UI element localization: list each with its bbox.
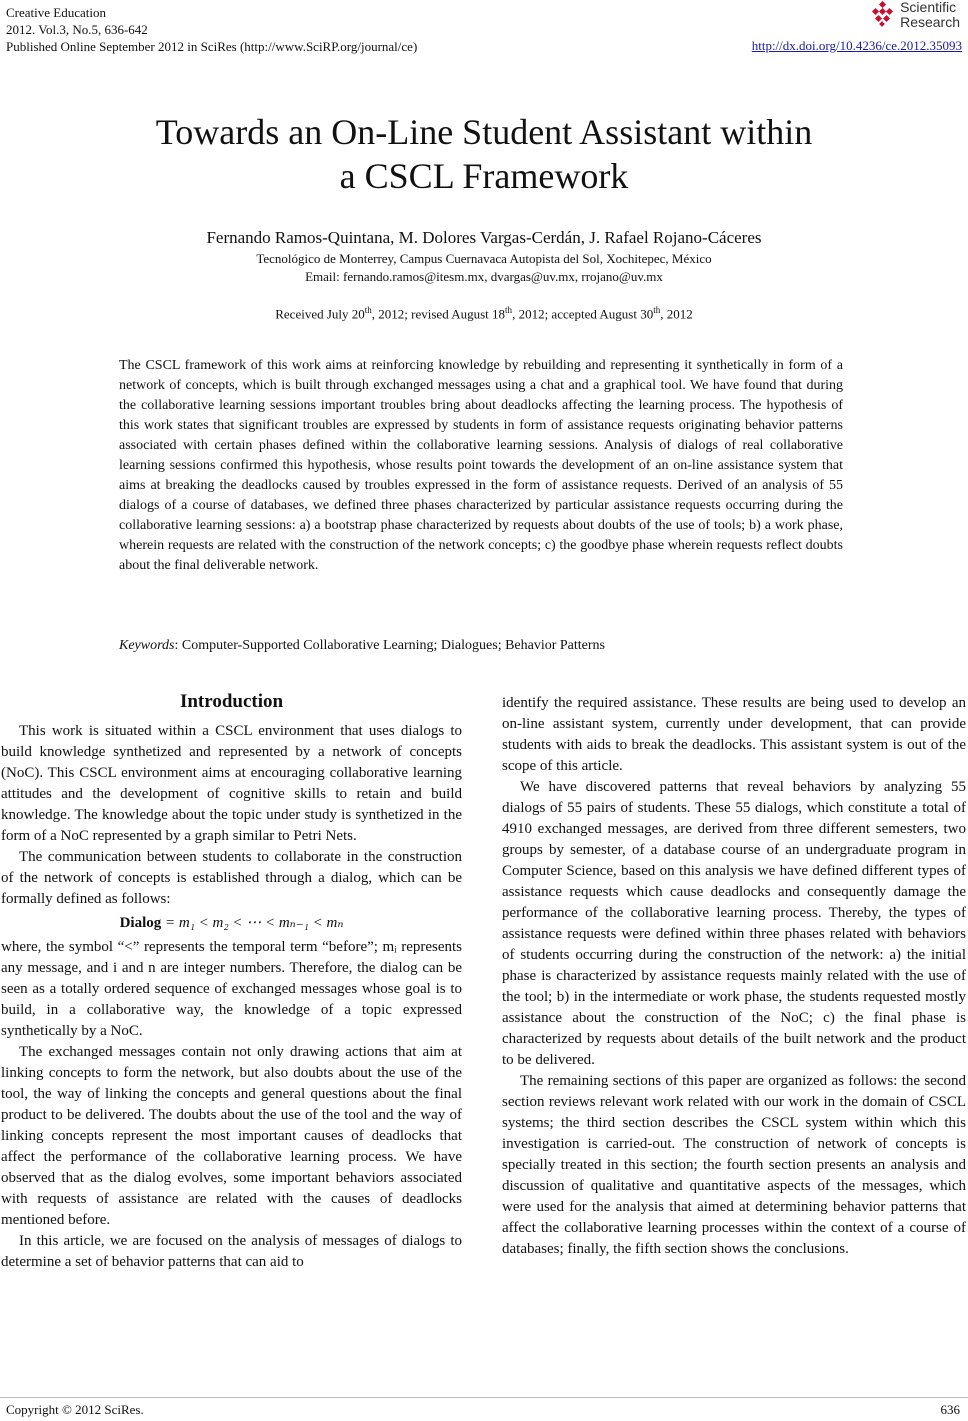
ordinal-suffix: th bbox=[505, 305, 513, 315]
ordinal-suffix: th bbox=[364, 305, 372, 315]
paragraph: The exchanged messages contain not only drawing actions that aim at linking concepts to form the network, but also doubts about the use of the tool, the way of linking the concepts and general questions about the final product to be delivered. The doubts about the use of the tool and the way of linking concepts represent the most important causes of deadlocks that affect the performance of the collaborative learning process. We have observed that as the dialog evolves, some important behaviors associated with requests of assistance are related with the causes of deadlocks mentioned before. bbox=[1, 1044, 462, 1228]
page-number: 636 bbox=[940, 1402, 960, 1417]
accepted-date: , 2012; accepted August 30 bbox=[512, 306, 654, 322]
title-line-2: a CSCL Framework bbox=[339, 156, 629, 196]
keywords bbox=[119, 638, 843, 654]
paragraph: This work is situated within a CSCL environment that uses dialogs to build knowledge synthetized and represented by a network of concepts (NoC). This CSCL environment aims at encouraging collaborative learning attitudes and the development of cognitive skills to retain and build knowledge. The knowledge about the topic under study is synthetized in the form of a NoC represented by a graph similar to Petri Nets. bbox=[1, 723, 462, 844]
publication-info: Published Online September 2012 in SciRes (http://www.SciRP.org/journal/ce) bbox=[6, 39, 418, 54]
affiliation-block bbox=[0, 250, 968, 286]
doi-link[interactable]: http://dx.doi.org/10.4236/ce.2012.35093 bbox=[751, 38, 962, 53]
authors: Fernando Ramos-Quintana, M. Dolores Vargas-Cerdán, J. Rafael Rojano-Cáceres bbox=[206, 228, 762, 247]
year: , 2012 bbox=[660, 306, 693, 322]
section-heading-introduction: Introduction bbox=[179, 691, 284, 712]
logo-line-2: Research bbox=[900, 14, 960, 30]
paragraph: In this article, we are focused on the analysis of messages of dialogs to determine a set of behavior patterns that can aid to bbox=[1, 1233, 462, 1270]
keywords-list: : Computer-Supported Collaborative Learning; Dialogues; Behavior Patterns bbox=[174, 638, 605, 653]
dialog-formula bbox=[1, 913, 462, 934]
revised-date: , 2012; revised August 18 bbox=[371, 306, 506, 322]
logo-line-1: Scientific bbox=[900, 0, 957, 15]
ordinal-suffix: th bbox=[653, 305, 661, 315]
keywords-label: Keywords bbox=[119, 638, 175, 653]
publisher-logo-icon bbox=[868, 1, 896, 29]
affiliation: Tecnológico de Monterrey, Campus Cuernavaca Autopista del Sol, Xochitepec, México bbox=[256, 251, 712, 266]
abstract: The CSCL framework of this work aims at reinforcing knowledge by rebuilding and representing it synthetically in form of a network of concepts, which is built through exchanged messages using a chat and a graphical tool. We have found that during the collaborative learning sessions important troubles bring about deadlocks affecting the learning process. The hypothesis of this work states that significant troubles are expressed by students in form of assistance requests originating behavior patterns associated with certain phases defined within the collaborative learning sessions. Analysis of dialogs of real collaborative learning sessions confirmed this hypothesis, whose results point towards the development of an on-line assistance system that aims at breaking the deadlocks caused by troubles expressed in the form of assistance requests. Derived of an analysis of 55 dialogs of a course of databases, we defined three phases characterized by particular assistance requests occurring during the collaborative learning sessions: a) a bootstrap phase characterized by requests about doubts of the use of tools; b) a work phase, wherein requests are related with the construction of the network concepts; c) the goodbye phase wherein requests reflect doubts about the final deliverable network. bbox=[119, 358, 843, 573]
paragraph: The remaining sections of this paper are organized as follows: the second section reviews relevant work related with our work in the domain of CSCL systems; the third section describes the CSCL system within which this investigation is carried-out. The construction of network of concepts is specially treated in this section; the fourth section presents an analysis and discussion of qualitative and quantitative aspects of the messages, which were used for the analysis that aimed at determining behavior patterns that affect the collaborative learning processes within the context of a course of databases; finally, the fifth section shows the conclusions. bbox=[502, 1073, 966, 1257]
footer-divider bbox=[0, 1397, 968, 1398]
journal-name: Creative Education bbox=[6, 5, 106, 20]
journal-volume: 2012. Vol.3, No.5, 636-642 bbox=[6, 22, 148, 37]
right-column bbox=[502, 693, 966, 1260]
paragraph: The communication between students to collaborate in the construction of the network of concepts is established through a dialog, which can be formally defined as follows: bbox=[1, 849, 462, 907]
publisher-logo bbox=[868, 0, 960, 30]
formula-label: Dialog bbox=[119, 915, 162, 931]
received-dates bbox=[0, 305, 968, 322]
paragraph: identify the required assistance. These results are being used to develop an on-line assistant system, currently under development, that can provide students with aids to break the deadlocks. This assistant system is out of the scope of this article. bbox=[502, 695, 966, 774]
paragraph: where, the symbol “<” represents the temporal term “before”; mᵢ represents any message, and i and n are integer numbers. Therefore, the dialog can be seen as a totally ordered sequence of exchanged messages whose goal is to build, in a collaborative way, the knowledge of a topic expressed synthetically by a NoC. bbox=[1, 939, 462, 1039]
email: Email: fernando.ramos@itesm.mx, dvargas@uv.mx, rrojano@uv.mx bbox=[305, 269, 663, 284]
copyright: Copyright © 2012 SciRes. bbox=[6, 1402, 144, 1417]
journal-header bbox=[6, 4, 417, 55]
paragraph: We have discovered patterns that reveal behaviors by analyzing 55 dialogs of 55 pairs of students. These 55 dialogs, which constitute a total of 4910 exchanged messages, are derived from three different semesters, two groups by semester, of a database course of an undergraduate program in Computer Science, based on this analysis we have defined different types of assistance requests which cause deadlocks and consequently damage the performance of the collaborative learning process. Thereby, the types of assistance requests were defined within three phases related with behaviors of students occurring during the construction of the network: a) the initial phase is characterized by assistance requests mainly related with the use of the tool; b) in the intermediate or work phase, the students requested mostly assistance about the construction of the NoC; c) the final phase is characterized by requests about details of the built network and the product to be delivered. bbox=[502, 779, 966, 1068]
formula-expression: = m₁ < m₂ < ⋯ < mₙ₋₁ < mₙ bbox=[165, 915, 344, 931]
received-date: Received July 20 bbox=[275, 306, 365, 322]
title-line-1: Towards an On-Line Student Assistant within bbox=[155, 112, 813, 152]
left-column bbox=[1, 690, 462, 1273]
paper-title bbox=[0, 110, 968, 198]
